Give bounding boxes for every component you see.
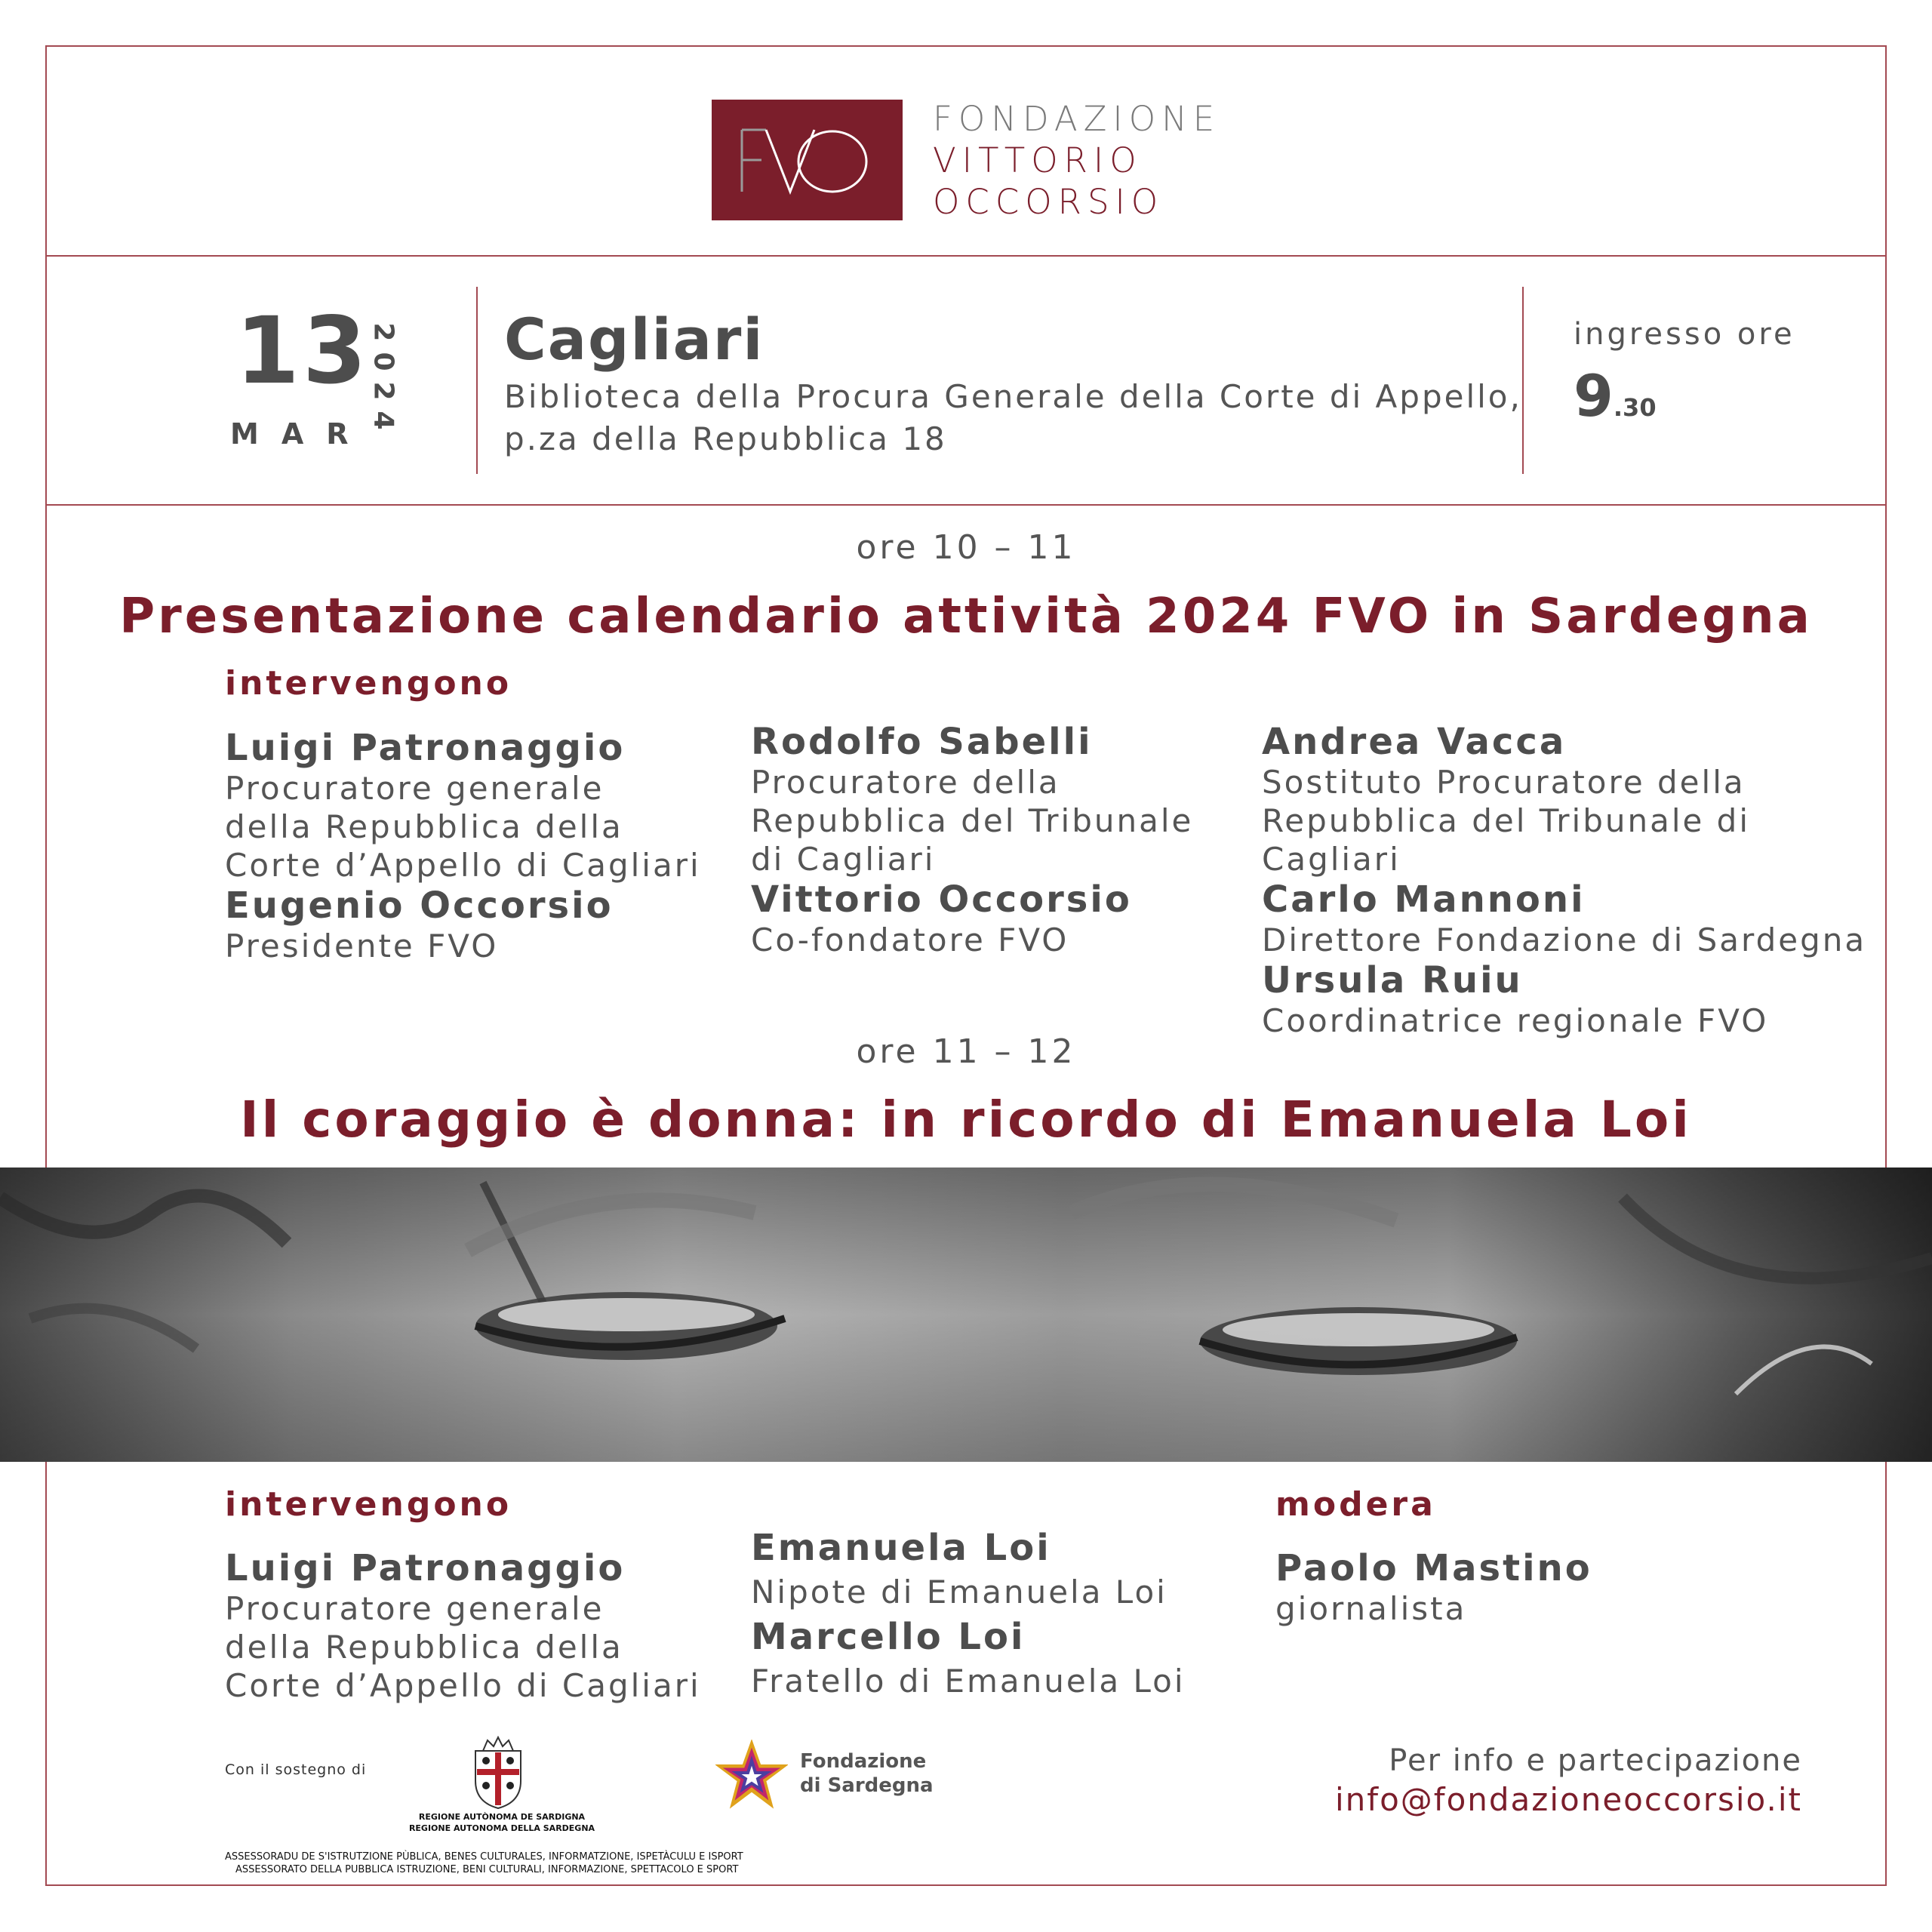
speaker-role: Procuratore della (751, 764, 1060, 801)
speaker-role: Presidente FVO (225, 928, 499, 964)
info-label: Per info e partecipazione (1389, 1743, 1802, 1778)
speaker-role: Co-fondatore FVO (751, 921, 1069, 958)
speaker-role: Repubblica del Tribunale (751, 802, 1194, 839)
frame-left (45, 45, 47, 1886)
entry-hour: 9 (1574, 362, 1614, 429)
divider-vertical-2 (1522, 287, 1524, 474)
frame-bottom (45, 1884, 1887, 1886)
fondazione-di-sardegna-name (800, 1749, 934, 1798)
entry-label: ingresso ore (1574, 317, 1795, 352)
entry-minutes: .30 (1613, 393, 1657, 422)
speaker-role: Fratello di Emanuela Loi (751, 1663, 1186, 1700)
speaker-role: Direttore Fondazione di Sardegna (1262, 921, 1867, 958)
fvo-logo-mark (712, 100, 903, 220)
speaker-role: Procuratore generale (225, 1590, 605, 1627)
speaker-role: Corte d’Appello di Cagliari (225, 847, 701, 884)
speaker-role: Procuratore generale (225, 770, 605, 807)
session1-time: ore 10 – 11 (856, 528, 1076, 567)
session1-col1 (225, 727, 701, 965)
moderator-name: Paolo Mastino (1275, 1547, 1592, 1589)
fds-line2: di Sardegna (800, 1774, 934, 1797)
session1-col3 (1262, 721, 1866, 1040)
speaker-name: Ursula Ruiu (1262, 959, 1523, 1001)
speaker-role: Repubblica del Tribunale di (1262, 802, 1751, 839)
portrait-photo-band (0, 1168, 1932, 1462)
fds-line1: Fondazione (800, 1750, 927, 1773)
speaker-role: di Cagliari (751, 841, 936, 878)
sardinia-coat-of-arms-icon (468, 1736, 528, 1811)
org-name-line1: FONDAZIONE (933, 99, 1221, 139)
event-year-text: 2024 (368, 322, 399, 441)
speaker-role: Coordinatrice regionale FVO (1262, 1002, 1769, 1039)
session2-col1 (225, 1547, 701, 1705)
speaker-role: della Repubblica della (225, 808, 623, 845)
org-name-line3: OCCORSIO (933, 182, 1164, 222)
region-name (370, 1811, 634, 1834)
star-logo-icon (715, 1740, 788, 1812)
session2-title: Il coraggio è donna: in ricordo di Emanuela Loi (240, 1091, 1692, 1149)
speaker-name: Luigi Patronaggio (225, 1547, 626, 1589)
session2-speakers-label: intervengono (225, 1485, 512, 1524)
session2-moderator (1275, 1547, 1592, 1628)
event-year (361, 321, 406, 449)
event-address-line2: p.za della Repubblica 18 (504, 420, 947, 457)
speaker-role: Corte d’Appello di Cagliari (225, 1667, 701, 1704)
speaker-name: Rodolfo Sabelli (751, 721, 1093, 763)
speaker-name: Luigi Patronaggio (225, 727, 626, 769)
event-day: 13 (235, 297, 370, 405)
speaker-role: Sostituto Procuratore della (1262, 764, 1746, 801)
fvo-logo (712, 100, 903, 220)
event-address (504, 376, 1522, 460)
session1-speakers-label: intervengono (225, 664, 512, 703)
frame-right (1885, 45, 1887, 1886)
speaker-role: Nipote di Emanuela Loi (751, 1574, 1168, 1611)
divider-date (45, 504, 1887, 506)
fondazione-di-sardegna-logo (715, 1740, 788, 1812)
portrait-photo (0, 1168, 1932, 1462)
speaker-name: Carlo Mannoni (1262, 878, 1586, 921)
session2-moderator-label: modera (1275, 1485, 1436, 1524)
info-email-link[interactable]: info@fondazioneoccorsio.it (1335, 1781, 1802, 1818)
event-city: Cagliari (504, 306, 764, 373)
frame-top (45, 45, 1887, 47)
speaker-role: Cagliari (1262, 841, 1401, 878)
support-label: Con il sostegno di (225, 1761, 367, 1778)
session2-col2 (751, 1524, 1186, 1703)
assessorato (225, 1850, 743, 1876)
assessorato-line2: ASSESSORATO DELLA PUBBLICA ISTRUZIONE, BENI CULTURALI, INFORMAZIONE, SPETTACOLO E SPORT (235, 1864, 739, 1875)
sardinia-region-emblem (468, 1736, 528, 1811)
session1-title: Presentazione calendario attività 2024 FVO in Sardegna (119, 589, 1813, 645)
moderator-role: giornalista (1275, 1590, 1467, 1627)
speaker-role: della Repubblica della (225, 1629, 623, 1666)
speaker-name: Andrea Vacca (1262, 721, 1567, 763)
divider-vertical-1 (476, 287, 478, 474)
assessorato-line1: ASSESSORADU DE S'ISTRUTZIONE PÙBLICA, BENES CULTURALES, INFORMATZIONE, ISPETÀCULU E ISPORT (225, 1851, 743, 1863)
divider-header (45, 255, 1887, 257)
entry-time (1574, 362, 1657, 429)
speaker-name: Vittorio Occorsio (751, 878, 1132, 921)
region-name-line2: REGIONE AUTONOMA DELLA SARDEGNA (408, 1823, 595, 1833)
session1-col2 (751, 721, 1193, 959)
speaker-name: Eugenio Occorsio (225, 884, 614, 927)
org-name (933, 98, 1220, 223)
speaker-name: Emanuela Loi (751, 1527, 1051, 1569)
session2-time: ore 11 – 12 (856, 1032, 1076, 1071)
org-name-line2: VITTORIO (933, 140, 1143, 180)
region-name-line1: REGIONE AUTÒNOMA DE SARDIGNA (418, 1812, 586, 1822)
speaker-name: Marcello Loi (751, 1616, 1026, 1658)
event-address-line1: Biblioteca della Procura Generale della Corte di Appello, (504, 378, 1522, 415)
event-month: MAR (230, 417, 371, 451)
